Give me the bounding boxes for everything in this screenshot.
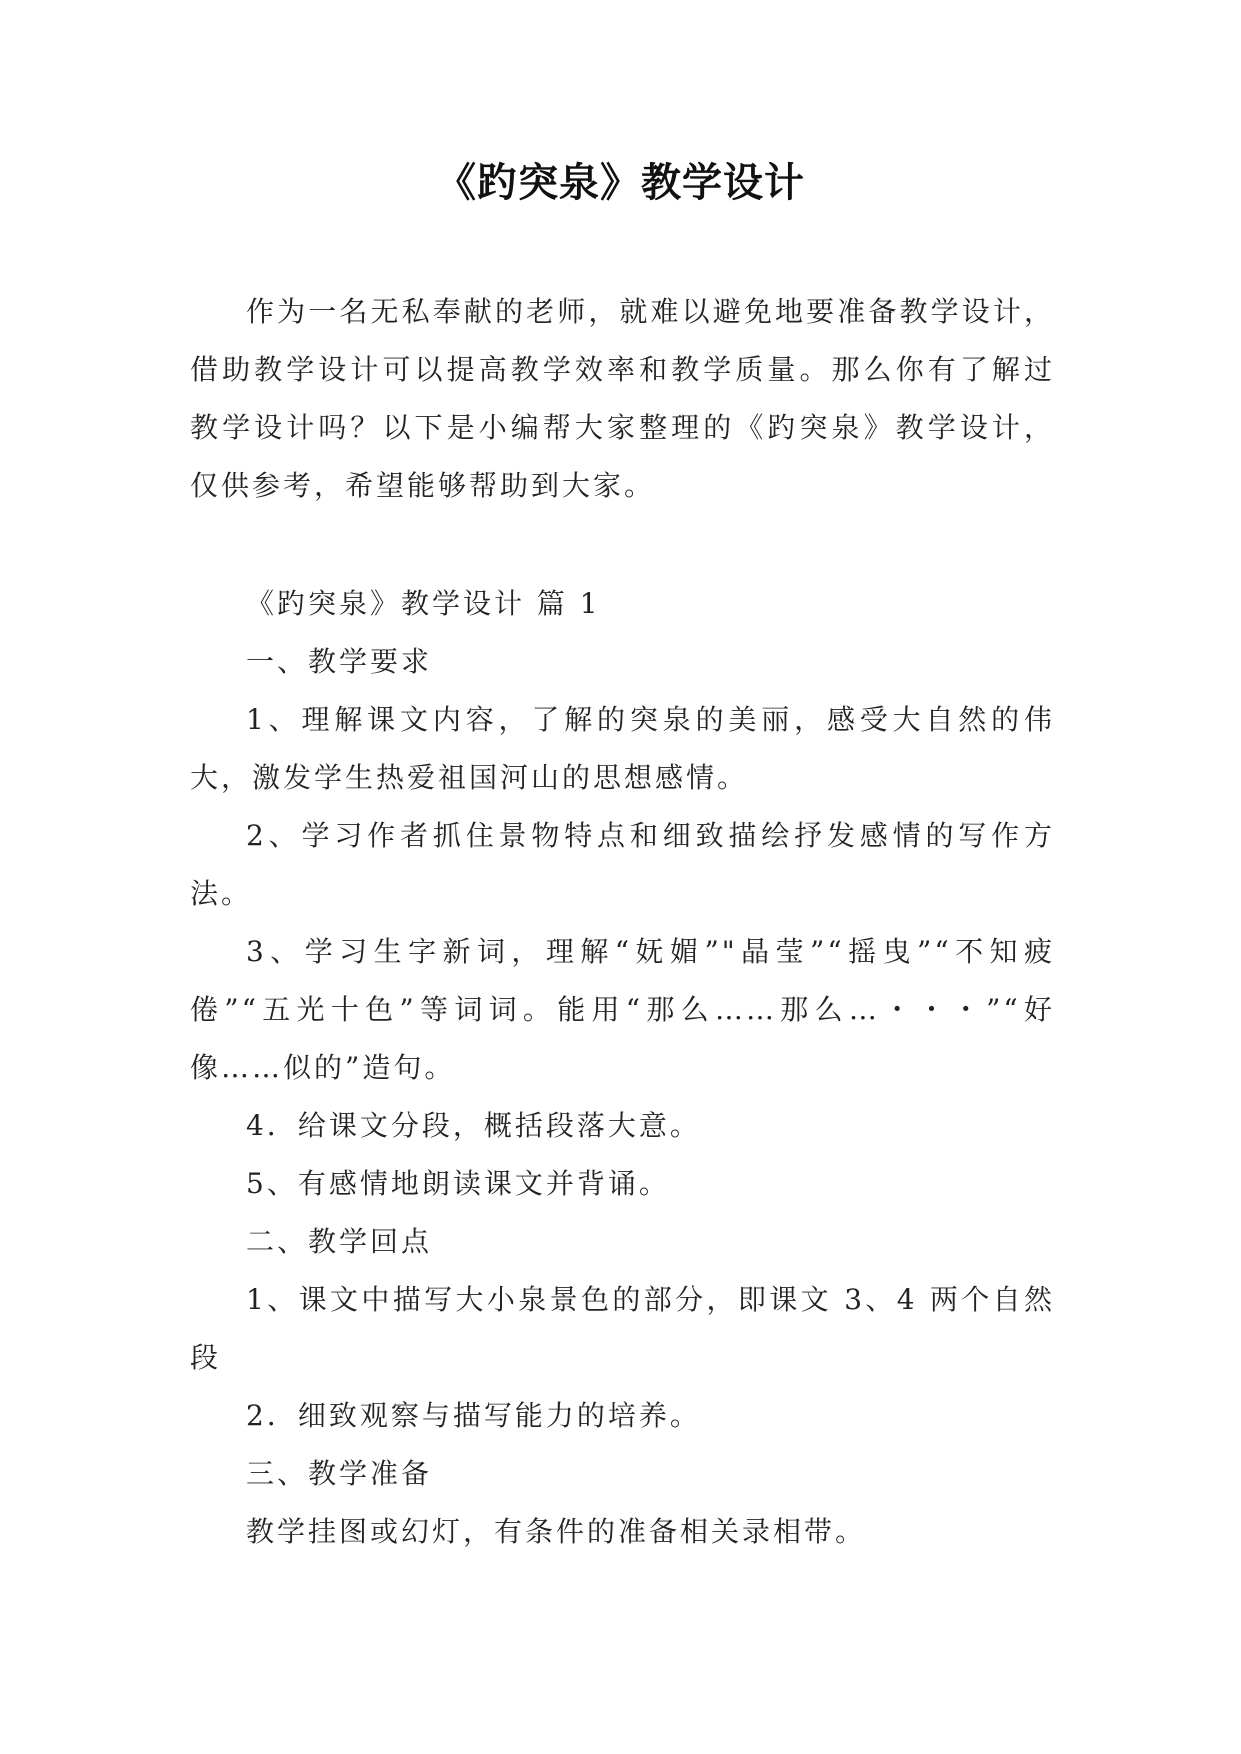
section-block [190,575,1055,1561]
intro-block [190,283,1055,515]
intro-paragraph: 作为一名无私奉献的老师，就难以避免地要准备教学设计，借助教学设计可以提高教学效率和教学质量。那么你有了解过教学设计吗？以下是小编帮大家整理的《趵突泉》教学设计，仅供参考，希望能够帮助到大家。 [190,295,1055,502]
heading-teaching-requirements: 一、教学要求 [246,645,433,678]
preparation-text: 教学挂图或幻灯，有条件的准备相关录相带。 [246,1515,867,1548]
heading-teaching-focus: 二、教学回点 [246,1225,433,1258]
heading-teaching-preparation: 三、教学准备 [246,1457,433,1490]
focus-item-2: 2．细致观察与描写能力的培养。 [246,1399,701,1432]
requirement-item-1: 1、理解课文内容，了解的突泉的美丽，感受大自然的伟大，激发学生热爱祖国河山的思想感情。 [190,703,1055,794]
requirement-item-3: 3、学习生字新词，理解“妩媚”"晶莹”“摇曳”“不知疲倦”“五光十色”等词词。能用“那么……那么…・・・”“好像……似的”造句。 [190,935,1055,1084]
document-title: 《趵突泉》教学设计 [436,160,805,206]
section-heading: 《趵突泉》教学设计 篇 1 [246,587,601,620]
focus-item-1: 1、课文中描写大小泉景色的部分，即课文 3、4 两个自然段 [190,1283,1055,1374]
requirement-item-4: 4．给课文分段，概括段落大意。 [246,1109,701,1142]
requirement-item-5: 5、有感情地朗读课文并背诵。 [246,1167,670,1200]
requirement-item-2: 2、学习作者抓住景物特点和细致描绘抒发感情的写作方法。 [190,819,1055,910]
